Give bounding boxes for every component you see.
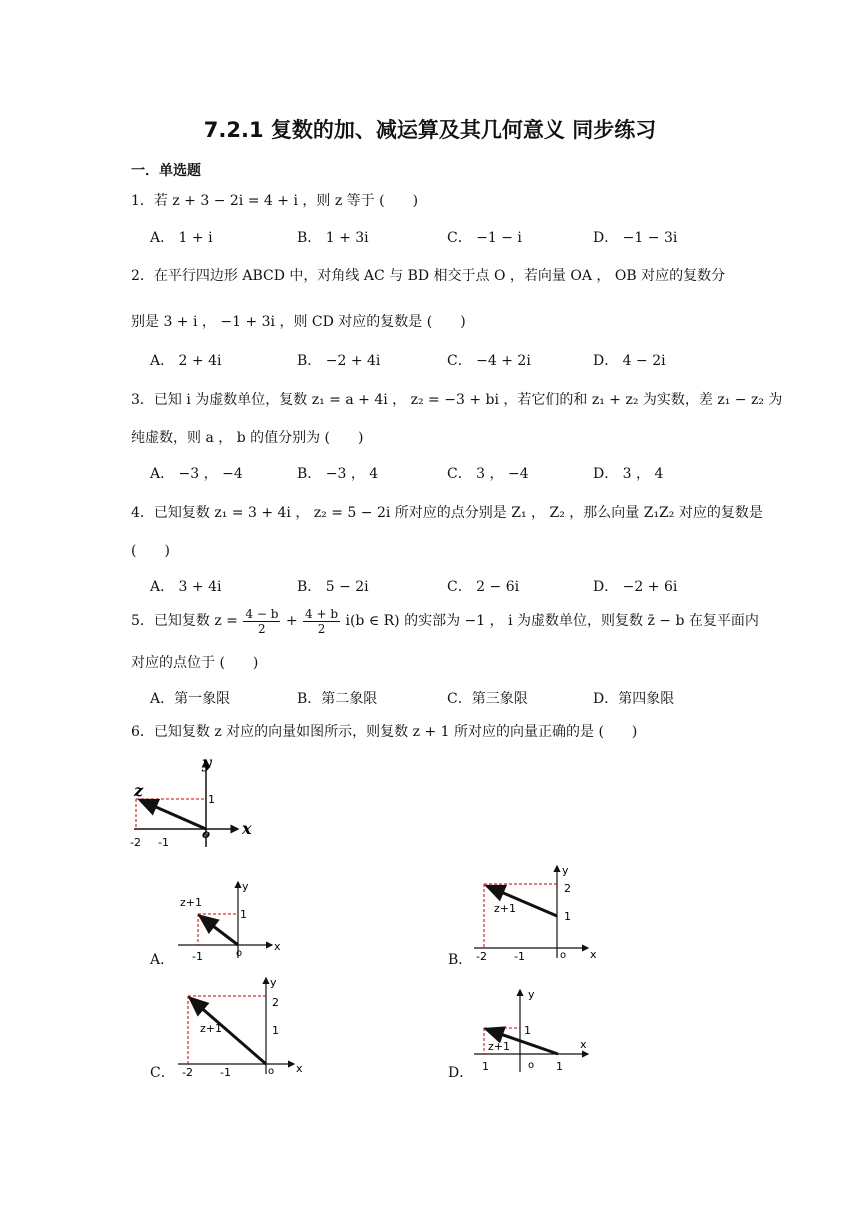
option-c-x-label: x [296,1062,303,1075]
option-a-m1-label: -1 [192,950,203,963]
option-a-y-label: y [242,880,249,893]
q1-option-d: D． −1 − 3i [593,230,678,246]
option-d-y-label: y [528,988,535,1001]
option-c-z1-label: z+1 [200,1022,222,1035]
question-6-stem: 6．已知复数 z 对应的向量如图所示，则复数 z + 1 所对应的向量正确的是 ( ) [131,724,638,740]
option-d-1-left-label: 1 [482,1060,489,1073]
q5-option-b: B．第二象限 [297,691,378,707]
q6-option-d-label: D． [448,1065,474,1081]
q6-option-c-label: C． [150,1065,175,1081]
figure-z-vector [126,752,266,852]
option-b-y-label: y [562,864,569,877]
q6-option-a-figure [170,876,290,966]
q4-option-c: C． 2 − 6i [447,579,520,595]
q5-tail: i(b ∈ R) 的实部为 −1 ， i 为虚数单位，则复数 z̄ − b 在复平面内 [345,613,759,629]
q3-option-d: D． 3 ， 4 [593,466,664,482]
document-title: 7.2.1 复数的加、减运算及其几何意义 同步练习 [203,118,657,142]
option-a-o-label: o [236,948,243,959]
option-c-2-label: 2 [272,996,279,1009]
option-b-m2-label: -2 [476,950,487,962]
question-3-stem-line1: 3．已知 i 为虚数单位，复数 z₁ = a + 4i ， z₂ = −3 + bi ，若它们的和 z₁ + z₂ 为实数，差 z₁ − z₂ 为 [131,392,783,408]
q5-frac2-denominator: 2 [317,621,326,636]
option-c-o-label: o [268,1066,275,1077]
question-4-stem-line1: 4．已知复数 z₁ = 3 + 4i ， z₂ = 5 − 2i 所对应的点分别是 Z₁ ， Z₂ ，那么向量 Z₁Z₂ 对应的复数是 [131,505,763,521]
option-c-1-label: 1 [272,1024,279,1037]
option-b-x-label: x [590,948,597,961]
q5-option-c: C．第三象限 [447,691,528,707]
q3-option-c: C． 3 ， −4 [447,466,529,482]
section-heading: 一．单选题 [131,163,201,179]
z-vector-arrow [140,800,206,829]
option-b-z1-label: z+1 [494,902,516,915]
q4-option-d: D． −2 + 6i [593,579,678,595]
option-d-1-right-label: 1 [556,1060,563,1073]
label-minus-1: -1 [158,836,169,849]
option-a-x-label: x [274,940,281,953]
q5-option-d: D．第四象限 [593,691,675,707]
option-d-o-label: o [528,1060,535,1071]
q6-option-c-figure [170,974,310,1078]
option-b-m1-label: -1 [514,950,525,962]
q6-option-a-label: A． [150,952,175,968]
q3-option-a: A． −3 ， −4 [150,466,243,482]
question-2-stem-line1: 2．在平行四边形 ABCD 中，对角线 AC 与 BD 相交于点 O ，若向量 OA ， OB 对应的复数分 [131,268,726,284]
label-y: y [202,753,212,772]
label-o: o [202,827,211,841]
q1-option-b: B． 1 + 3i [297,230,369,246]
question-3-stem-line2: 纯虚数，则 a ， b 的值分别为 ( ) [131,430,364,446]
option-b-2-label: 2 [564,882,571,895]
q5-frac1-denominator: 2 [258,621,266,636]
question-2-stem-line2: 别是 3 + i ， −1 + 3i ，则 CD 对应的复数是 ( ) [131,314,466,330]
option-c-m2-label: -2 [182,1066,193,1078]
q1-option-a: A． 1 + i [150,230,213,246]
option-c-m1-label: -1 [220,1066,231,1078]
q5-frac1-numerator: 4 − b [245,606,279,621]
q6-option-d-figure [468,986,598,1078]
label-1: 1 [208,793,215,806]
question-1-stem: 1．若 z + 3 − 2i = 4 + i ，则 z 等于 ( ) [131,193,419,209]
option-d-z1-label: z+1 [488,1040,510,1053]
option-a-vector [200,916,238,945]
option-a-z1-label: z+1 [180,896,202,909]
q2-option-b: B． −2 + 4i [297,353,381,369]
q6-option-b-figure [468,862,608,962]
label-minus-2: -2 [130,836,141,849]
q5-plus: + [285,613,298,629]
label-x: x [242,819,252,838]
option-b-1-label: 1 [564,910,571,923]
option-a-1-label: 1 [240,908,247,921]
q6-option-b-label: B． [448,952,473,968]
q2-option-a: A． 2 + 4i [150,353,222,369]
q2-option-c: C． −4 + 2i [447,353,531,369]
q5-fraction-1 [243,607,280,636]
q4-option-b: B． 5 − 2i [297,579,369,595]
question-5-stem-line2: 对应的点位于 ( ) [131,655,259,671]
label-z: z [134,781,144,800]
question-4-stem-line2: ( ) [131,543,170,559]
option-b-o-label: o [560,950,567,961]
option-d-x-label: x [580,1038,587,1051]
q3-option-b: B． −3 ， 4 [297,466,379,482]
q5-frac2-numerator: 4 + b [305,606,339,621]
q1-option-c: C． −1 − i [447,230,522,246]
q5-lead: 5．已知复数 z = [131,613,238,629]
option-c-y-label: y [270,976,277,989]
q2-option-d: D． 4 − 2i [593,353,666,369]
question-5-stem-line1 [131,606,759,636]
q5-option-a: A．第一象限 [150,691,231,707]
option-d-1-top-label: 1 [524,1024,531,1037]
q4-option-a: A． 3 + 4i [150,579,222,595]
q5-fraction-2 [303,607,340,636]
